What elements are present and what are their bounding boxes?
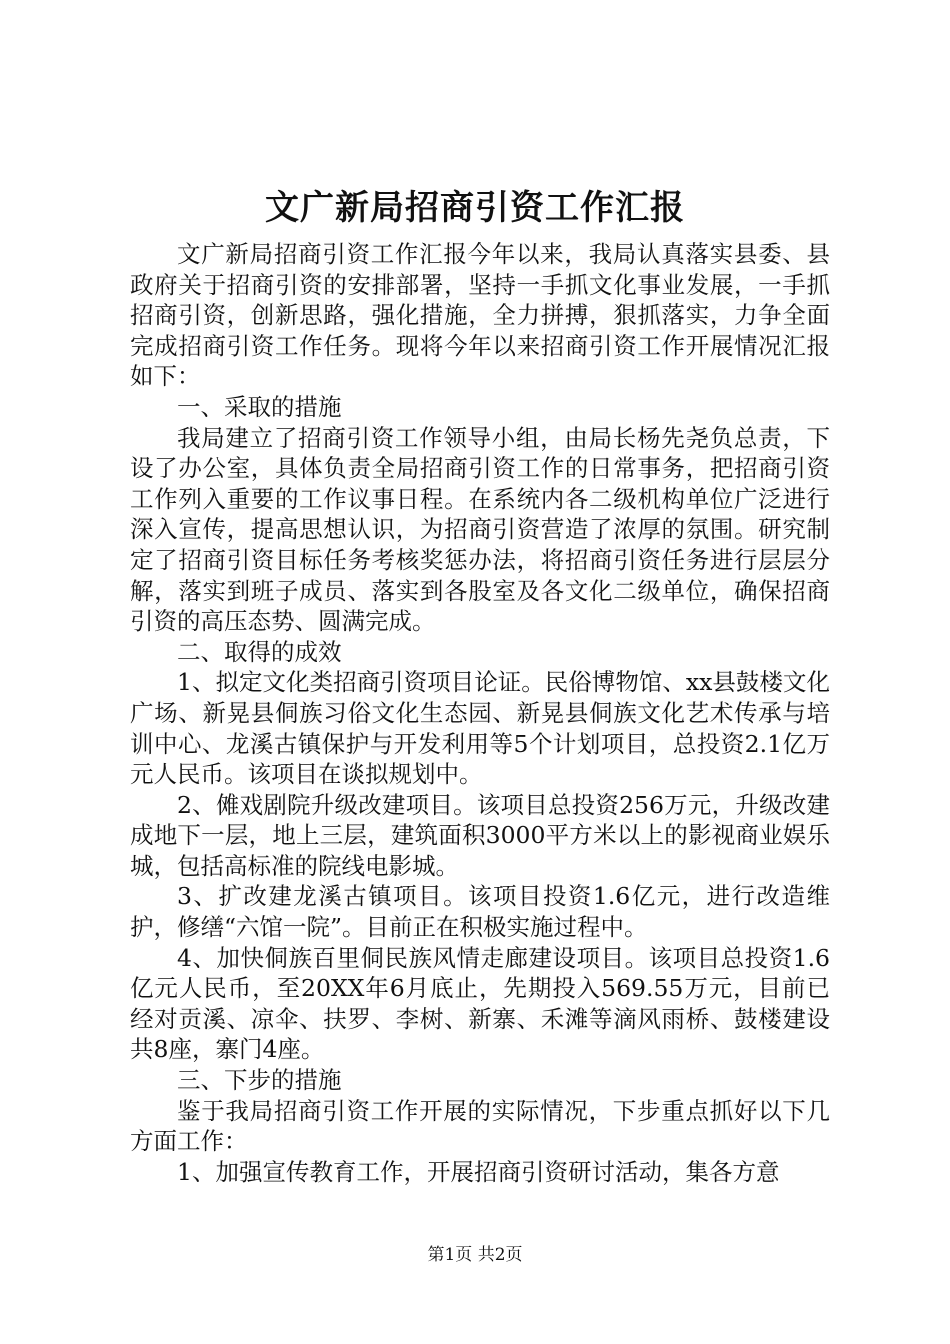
document-title: 文广新局招商引资工作汇报 bbox=[265, 188, 685, 228]
next-steps-paragraph: 鉴于我局招商引资工作开展的实际情况，下步重点抓好以下几方面工作： bbox=[130, 1096, 830, 1156]
document-body bbox=[130, 239, 830, 1187]
section-heading-measures: 一、采取的措施 bbox=[177, 392, 342, 421]
page-footer: 第1页 共2页 bbox=[427, 1245, 523, 1265]
intro-paragraph: 文广新局招商引资工作汇报今年以来，我局认真落实县委、县政府关于招商引资的安排部署，坚持一手抓文化事业发展，一手抓招商引资，创新思路，强化措施，全力拼搏，狠抓落实，力争全面完成招商引资工作任务。现将今年以来招商引资工作开展情况汇报如下： bbox=[130, 240, 830, 391]
section-heading-next-steps: 三、下步的措施 bbox=[177, 1066, 342, 1095]
result-item-3: 3、扩改建龙溪古镇项目。该项目投资1.6亿元，进行改造维护，修缮“六馆一院”。目前正在积极实施过程中。 bbox=[130, 882, 830, 942]
section-heading-results: 二、取得的成效 bbox=[177, 637, 342, 666]
result-item-1: 1、拟定文化类招商引资项目论证。民俗博物馆、xx县鼓楼文化广场、新晃县侗族习俗文化生态园、新晃县侗族文化艺术传承与培训中心、龙溪古镇保护与开发利用等5个计划项目，总投资2.1亿万元人民币。该项目在谈拟规划中。 bbox=[130, 668, 830, 789]
measures-paragraph: 我局建立了招商引资工作领导小组，由局长杨先尧负总责，下设了办公室，具体负责全局招商引资工作的日常事务，把招商引资工作列入重要的工作议事日程。在系统内各二级机构单位广泛进行深入宣传，提高思想认识，为招商引资营造了浓厚的氛围。研究制定了招商引资目标任务考核奖惩办法，将招商引资任务进行层层分解，落实到班子成员、落实到各股室及各文化二级单位，确保招商引资的高压态势、圆满完成。 bbox=[130, 423, 830, 636]
next-step-item-1: 1、加强宣传教育工作，开展招商引资研讨活动，集各方意 bbox=[177, 1157, 780, 1186]
result-item-4: 4、加快侗族百里侗民族风情走廊建设项目。该项目总投资1.6亿元人民币，至20XX年6月底止，先期投入569.55万元，目前已经对贡溪、凉伞、扶罗、李树、新寨、禾滩等滴风雨桥、鼓楼建设共8座，寨门4座。 bbox=[130, 943, 830, 1064]
result-item-2: 2、傩戏剧院升级改建项目。该项目总投资256万元，升级改建成地下一层，地上三层，建筑面积3000平方米以上的影视商业娱乐城，包括高标准的院线电影城。 bbox=[130, 790, 830, 880]
